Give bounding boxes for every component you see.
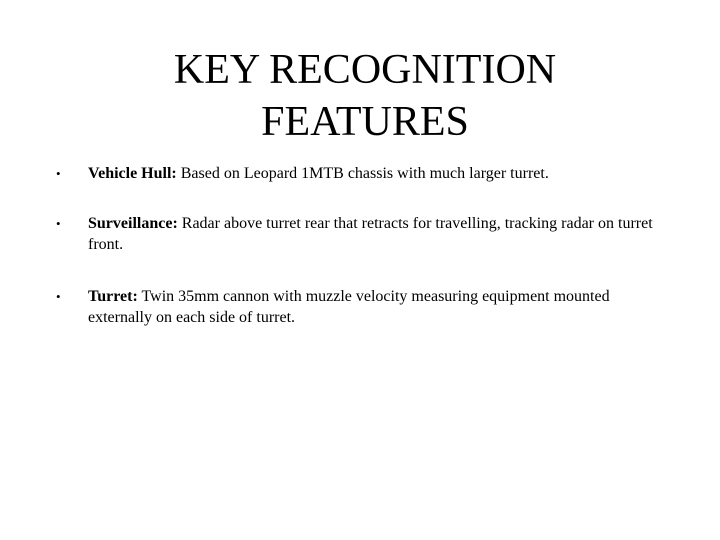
bullet-item-vehicle-hull xyxy=(56,163,676,184)
bullet-dot-icon: • xyxy=(56,289,61,304)
bullet-item-surveillance xyxy=(56,213,676,255)
bullet-text xyxy=(88,213,676,255)
bullet-description: Based on Leopard 1MTB chassis with much larger turret. xyxy=(176,165,549,182)
bullet-label: Surveillance: xyxy=(88,215,178,232)
slide-title-line-2: FEATURES xyxy=(261,99,469,145)
bullet-text xyxy=(88,163,676,184)
bullet-description: Radar above turret rear that retracts for travelling, tracking radar on turret front. xyxy=(88,215,653,253)
bullet-dot-icon: • xyxy=(56,216,61,231)
bullet-text xyxy=(88,286,676,328)
bullet-description: Twin 35mm cannon with muzzle velocity measuring equipment mounted externally on each side of turret. xyxy=(88,288,610,326)
bullet-item-turret xyxy=(56,286,676,328)
bullet-label: Vehicle Hull: xyxy=(88,165,177,182)
bullet-dot-icon: • xyxy=(56,166,61,181)
bullet-label: Turret: xyxy=(88,288,138,305)
slide-title-line-1: KEY RECOGNITION xyxy=(173,47,557,93)
